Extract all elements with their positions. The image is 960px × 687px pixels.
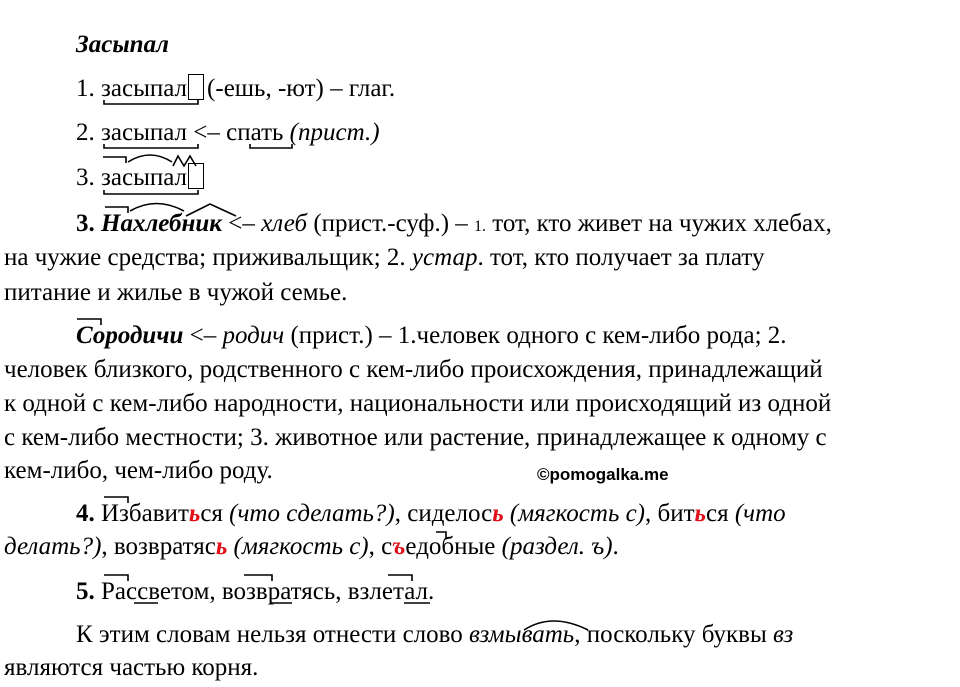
word-bitsya-end: ся [705,500,735,527]
paragraph-3-sense-1: тот, кто живет на чужих хлебах, [486,210,832,237]
stem-bracket-item-1 [104,100,198,104]
soft-sign-1: ь [188,500,201,527]
paragraph-rodichi-source: родич [222,322,285,349]
prefix-mark-sorodichi [77,319,101,325]
word-izbavitsya-start: Избави [94,500,178,527]
item-1-number: 1. [76,75,95,102]
paragraph-4-number: 4. [76,500,95,527]
headword-nakhlebnik: Нахлебник [101,210,222,237]
letters-vz: вз [773,621,794,648]
soft-sign-4: ь [215,533,228,560]
section-title: Засыпал [76,31,169,58]
paragraph-6-line-2: являются частью корня. [4,654,259,681]
prefix-mark-izbavitsya [104,497,128,503]
item-2-word: засыпал [101,119,188,146]
prefix-mark-vozvratyas [244,575,272,581]
item-2-number: 2. [76,119,95,146]
paragraph-3-source: хлеб [261,210,308,237]
question-1: (что сделать?) [229,500,395,527]
stem-bracket-item-2 [104,144,198,148]
soft-sign-3: ь [694,500,706,527]
word-sedobnye-end: едобные [405,533,502,560]
prefix-mark-sedobnye [436,532,446,538]
root-arc-item-3 [128,155,172,162]
root-arc-vzmyvat [524,621,588,630]
word-izbavitsya-t: т [177,500,189,527]
paragraph-6-middle: , поскольку буквы [574,621,774,648]
paragraph-rodichi-arrow: <– [183,322,223,349]
question-3-end: делать?) [4,533,102,560]
root-arc-nakhlebnik [130,204,184,212]
item-3-word: засыпал [101,164,188,191]
prefix-mark-item-3 [103,157,126,163]
word-vzmyvat: взмывать [469,621,575,648]
item-2-source: спать [226,119,284,146]
note-separating-hard-sign: (раздел. ъ) [501,533,613,560]
soft-sign-2: ь [492,500,504,527]
paragraph-rodichi-line-4: с кем-либо местности; 3. животное или растение, принадлежащее к одному с [4,424,827,451]
prefix-mark-vzletal [388,575,412,581]
hard-sign: ъ [392,533,406,560]
question-3-start: (что [734,500,786,527]
item-3-number: 3. [76,164,95,191]
note-softness-1: (мягкость с) [503,500,646,527]
paragraph-rodichi-line-2: человек близкого, родственного с кем-либо происхождения, принадлежащий [4,356,823,383]
paragraph-3-arrow: <– [221,210,262,237]
item-1-rest: (-ешь, -ют) – глаг. [207,75,396,102]
paragraph-5-number: 5. [76,578,95,605]
word-sidelos: , сиделос [394,500,493,527]
stem-bracket-item-3 [104,190,198,194]
word-sedobnye-prefix: с [381,533,393,560]
prefix-mark-nakhlebnik [105,207,128,213]
suffix-mark-item-3 [173,156,196,166]
paragraph-3-line-2-start: на чужие средства; приживальщик; 2. [4,244,412,271]
paragraph-3-formation: (прист.-суф.) – [307,210,475,237]
paragraph-rodichi-line-5: кем-либо, чем-либо роду. [4,457,273,484]
item-1-word: засыпал [101,75,188,102]
word-vozvratyas: , возвратяс [101,533,216,560]
prefix-mark-rassvetom [104,575,128,581]
note-softness-2: (мягкость с) [227,533,369,560]
item-2-note: (прист.) [289,119,380,146]
paragraph-4-period: . [612,533,619,560]
paragraph-rodichi-rest: (прист.) – 1.человек одного с кем-либо рода; 2. [284,322,787,349]
suffix-mark-nakhlebnik [186,204,236,216]
headword-sorodichi: Сородичи [76,322,184,349]
paragraph-3-label-ustar: устар [411,244,478,271]
stem-bracket-spat [250,144,292,148]
word-izbavitsya-end: ся [200,500,230,527]
word-bitsya-start: , бит [645,500,695,527]
paragraph-6-start: К этим словам нельзя отнести слово [76,621,470,648]
paragraph-rodichi-line-3: к одной с кем-либо народности, национальности или происходящий из одной [4,390,832,417]
paragraph-3-number: 3. [76,210,95,237]
paragraph-3-line-2-end: . тот, кто получает за плату [477,244,765,271]
item-2-arrow: <– [187,119,227,146]
paragraph-3-sense-1-number: 1. [474,218,487,235]
separator: , [368,533,382,560]
watermark: ©pomogalka.me [537,465,669,484]
paragraph-5-text: Рассветом, возвратясь, взлетал. [94,578,435,605]
paragraph-3-line-3: питание и жилье в чужой семье. [4,279,348,306]
